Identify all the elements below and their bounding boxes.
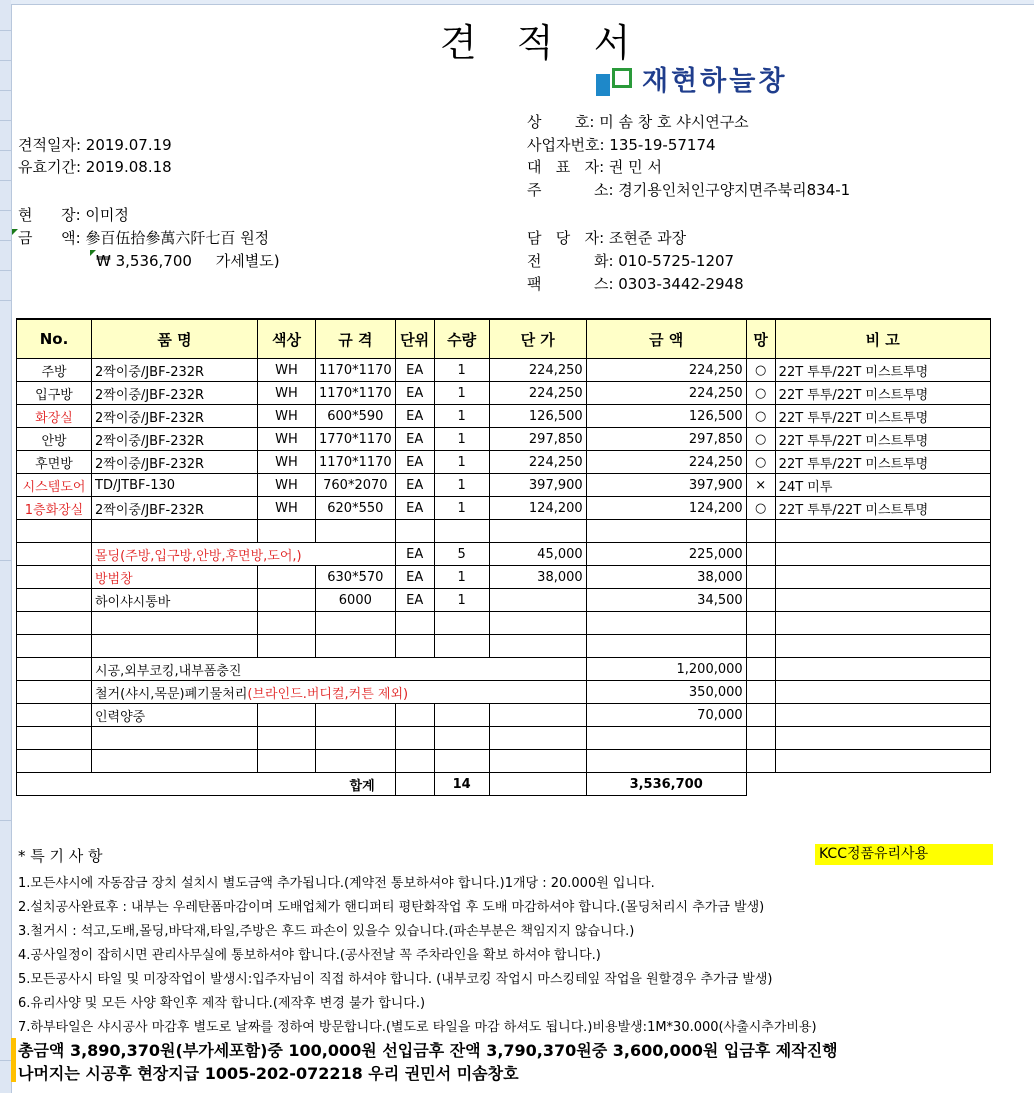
cell-note	[775, 520, 990, 543]
label: 담 당 자	[527, 229, 600, 247]
cell-amount	[586, 612, 746, 635]
cell-no	[17, 727, 92, 750]
cell-note: 22T 투투/22T 미스트투명	[775, 428, 990, 451]
quote-date: 2019.07.19	[85, 136, 172, 154]
cell-spec	[316, 750, 396, 773]
cell-qty: 1	[434, 359, 489, 382]
sheet-column-header	[11, 0, 1034, 5]
cell-price	[489, 704, 586, 727]
cell-name: TD/JTBF-130	[92, 474, 258, 497]
cell-name: 2짝이중/JBF-232R	[92, 405, 258, 428]
cell-no	[17, 681, 92, 704]
cell-unit: EA	[395, 566, 434, 589]
cell-color: WH	[258, 382, 316, 405]
table-row	[17, 405, 991, 428]
cell-mang	[746, 543, 775, 566]
document-title: 견 적 서	[440, 21, 645, 65]
cell-name	[92, 681, 587, 704]
cell-price	[489, 520, 586, 543]
label: 유효기간	[18, 158, 76, 176]
cell-no: 후면방	[17, 451, 92, 474]
cell-no: 화장실	[17, 405, 92, 428]
cell-qty: 1	[434, 451, 489, 474]
total-empty	[395, 773, 434, 796]
cell-no: 시스템도어	[17, 474, 92, 497]
table-row	[17, 750, 991, 773]
cell-spec: 760*2070	[316, 474, 396, 497]
cell-price	[489, 589, 586, 612]
cell-mang: ○	[746, 382, 775, 405]
cell-note	[775, 566, 990, 589]
cell-no	[17, 612, 92, 635]
cell-spec: 620*550	[316, 497, 396, 520]
highlight-marker	[11, 1038, 16, 1082]
cell-amount: 224,250	[586, 451, 746, 474]
cell-unit: EA	[395, 428, 434, 451]
cell-spec	[316, 727, 396, 750]
cell-price	[489, 635, 586, 658]
cell-mang: ○	[746, 405, 775, 428]
note-line: 4.공사일정이 잡히시면 관리사무실에 통보하셔야 합니다.(공사전날 꼭 주차라인을 확보 하셔야 합니다.)	[18, 948, 601, 963]
site-name: 이미정	[85, 206, 129, 224]
col-header-mang: 망	[746, 319, 775, 359]
total-label: 합계	[17, 773, 396, 796]
cell-price: 126,500	[489, 405, 586, 428]
amount-row: 금 액: 參百伍拾參萬六阡七百 원정	[18, 229, 270, 247]
amount-note: 가세별도)	[215, 252, 280, 270]
cell-name: 방범창	[92, 566, 258, 589]
cell-unit: EA	[395, 589, 434, 612]
cell-unit: EA	[395, 474, 434, 497]
cell-name: 2짝이중/JBF-232R	[92, 497, 258, 520]
label: 주 소	[527, 181, 609, 199]
cell-qty: 1	[434, 589, 489, 612]
cell-amount: 126,500	[586, 405, 746, 428]
table-row	[17, 543, 991, 566]
cell-qty	[434, 612, 489, 635]
cell-color	[258, 750, 316, 773]
label: 팩 스	[527, 275, 609, 293]
cell-amount	[586, 520, 746, 543]
cell-color	[258, 589, 316, 612]
cell-amount: 34,500	[586, 589, 746, 612]
cell-name-red-text: (브라인드.버디컬,커튼 제외)	[247, 686, 409, 702]
cell-note	[775, 543, 990, 566]
cell-mang	[746, 612, 775, 635]
cell-no	[17, 589, 92, 612]
cell-amount	[586, 750, 746, 773]
cell-unit: EA	[395, 543, 434, 566]
manager-row: 담 당 자: 조현준 과장	[527, 229, 687, 247]
cell-spec: 630*570	[316, 566, 396, 589]
cell-no: 입구방	[17, 382, 92, 405]
cell-name-text: 철거(샤시,목문)폐기물처리	[95, 686, 248, 702]
note-line: 1.모든샤시에 자동잠금 장치 설치시 별도금액 추가됩니다.(계약전 통보하셔야 합니다.)1개당 : 20.000원 입니다.	[18, 876, 655, 891]
cell-unit: EA	[395, 405, 434, 428]
table-row	[17, 704, 991, 727]
cell-no: 주방	[17, 359, 92, 382]
cell-qty: 1	[434, 428, 489, 451]
cell-note: 22T 투투/22T 미스트투명	[775, 451, 990, 474]
note-line: 6.유리사양 및 모든 사양 확인후 제작 합니다.(제작후 변경 불가 합니다.)	[18, 996, 426, 1011]
cell-note	[775, 681, 990, 704]
cell-spec	[316, 612, 396, 635]
biz-name-row: 상 호: 미 솜 창 호 샤시연구소	[527, 113, 749, 131]
cell-no	[17, 635, 92, 658]
biz-name: 미 솜 창 호 샤시연구소	[599, 113, 749, 131]
cell-mang	[746, 589, 775, 612]
cell-note	[775, 612, 990, 635]
logo-blue-square	[596, 74, 610, 96]
site-row: 현 장: 이미정	[18, 206, 129, 224]
col-header-unit: 단위	[395, 319, 434, 359]
cell-price: 124,200	[489, 497, 586, 520]
cell-note	[775, 635, 990, 658]
cell-price: 224,250	[489, 359, 586, 382]
rep-name: 권 민 서	[608, 158, 662, 176]
cell-color: WH	[258, 474, 316, 497]
table-row	[17, 727, 991, 750]
cell-mang: ○	[746, 359, 775, 382]
cell-amount: 224,250	[586, 359, 746, 382]
cell-note	[775, 727, 990, 750]
cell-amount	[586, 727, 746, 750]
col-header-name: 품 명	[92, 319, 258, 359]
table-row	[17, 520, 991, 543]
table-header-row	[17, 319, 991, 359]
cell-note: 22T 투투/22T 미스트투명	[775, 497, 990, 520]
cell-unit	[395, 635, 434, 658]
cell-amount	[586, 635, 746, 658]
cell-qty	[434, 635, 489, 658]
cell-price: 224,250	[489, 451, 586, 474]
fax-row: 팩 스: 0303-3442-2948	[527, 275, 744, 293]
cell-color: WH	[258, 359, 316, 382]
cell-amount: 350,000	[586, 681, 746, 704]
cell-unit	[395, 612, 434, 635]
cell-no	[17, 520, 92, 543]
col-header-note: 비 고	[775, 319, 990, 359]
tel: 010-5725-1207	[618, 252, 735, 270]
cell-name: 하이샤시통바	[92, 589, 258, 612]
cell-color: WH	[258, 451, 316, 474]
total-empty	[746, 773, 990, 796]
cell-note	[775, 704, 990, 727]
cell-no	[17, 566, 92, 589]
table-row	[17, 658, 991, 681]
rep-row: 대 표 자: 권 민 서	[527, 158, 662, 176]
cell-amount: 124,200	[586, 497, 746, 520]
cell-price	[489, 750, 586, 773]
cell-color	[258, 727, 316, 750]
cell-unit	[395, 704, 434, 727]
total-amount: 3,536,700	[586, 773, 746, 796]
cell-no: 1층화장실	[17, 497, 92, 520]
table-row	[17, 566, 991, 589]
table-row	[17, 497, 991, 520]
cell-name	[92, 727, 258, 750]
col-header-spec: 규 격	[316, 319, 396, 359]
cell-unit: EA	[395, 359, 434, 382]
cell-spec	[316, 635, 396, 658]
cell-qty	[434, 520, 489, 543]
cell-spec: 1170*1170	[316, 382, 396, 405]
cell-unit	[395, 520, 434, 543]
total-empty	[489, 773, 586, 796]
tel-row: 전 화: 010-5725-1207	[527, 252, 735, 270]
cell-price	[489, 727, 586, 750]
payment-line-1: 총금액 3,890,370원(부가세포함)중 100,000원 선입금후 잔액 3,790,370원중 3,600,000원 입금후 제작진행	[18, 1041, 838, 1060]
col-header-qty: 수량	[434, 319, 489, 359]
cell-price: 397,900	[489, 474, 586, 497]
cell-mang	[746, 681, 775, 704]
address-row: 주 소: 경기용인처인구양지면주북리834-1	[527, 181, 851, 199]
cell-name: 2짝이중/JBF-232R	[92, 359, 258, 382]
cell-spec: 1170*1170	[316, 359, 396, 382]
cell-qty: 1	[434, 474, 489, 497]
reg-no-row: 사업자번호: 135-19-57174	[527, 136, 716, 154]
cell-no	[17, 658, 92, 681]
company-logo	[596, 56, 787, 100]
cell-mang: ×	[746, 474, 775, 497]
label: 사업자번호	[527, 136, 600, 154]
cell-note: 22T 투투/22T 미스트투명	[775, 382, 990, 405]
cell-note: 22T 투투/22T 미스트투명	[775, 359, 990, 382]
cell-note	[775, 589, 990, 612]
cell-mang	[746, 704, 775, 727]
cell-qty: 1	[434, 382, 489, 405]
cell-spec: 600*590	[316, 405, 396, 428]
cell-amount: 1,200,000	[586, 658, 746, 681]
amount-number-row	[96, 251, 280, 272]
fax: 0303-3442-2948	[618, 275, 744, 293]
note-line: 7.하부타일은 샤시공사 마감후 별도로 날짜를 정하여 방문합니다.(별도로 타일을 마감 하셔도 됩니다.)비용발생:1M*30.000(사출시추가비용)	[18, 1020, 817, 1035]
col-header-price: 단 가	[489, 319, 586, 359]
cell-no	[17, 750, 92, 773]
cell-unit: EA	[395, 497, 434, 520]
cell-note	[775, 658, 990, 681]
cell-no	[17, 543, 92, 566]
total-qty: 14	[434, 773, 489, 796]
table-row	[17, 681, 991, 704]
label: 대 표 자	[527, 158, 600, 176]
cell-color: WH	[258, 497, 316, 520]
cell-amount: 70,000	[586, 704, 746, 727]
label: 견적일자	[18, 136, 76, 154]
cell-note: 22T 투투/22T 미스트투명	[775, 405, 990, 428]
note-line: 2.설치공사완료후 : 내부는 우레탄폼마감이며 도배업체가 핸디퍼티 평탄화작업 후 도배 마감하셔야 합니다.(몰딩처리시 추가금 발생)	[18, 900, 765, 915]
notes-heading: * 특 기 사 항	[18, 847, 103, 865]
cell-note	[775, 750, 990, 773]
cell-price: 297,850	[489, 428, 586, 451]
cell-name	[92, 750, 258, 773]
cell-no: 안방	[17, 428, 92, 451]
col-header-no: No.	[17, 319, 92, 359]
cell-amount: 225,000	[586, 543, 746, 566]
cell-name	[92, 612, 258, 635]
reg-no: 135-19-57174	[609, 136, 716, 154]
cell-qty: 5	[434, 543, 489, 566]
cell-qty	[434, 750, 489, 773]
cell-price: 224,250	[489, 382, 586, 405]
cell-color	[258, 612, 316, 635]
manager: 조현준 과장	[608, 229, 687, 247]
sheet-row-header	[0, 0, 12, 1093]
cell-mang	[746, 566, 775, 589]
total-row	[17, 773, 991, 796]
cell-unit	[395, 727, 434, 750]
amount-hanja: 參百伍拾參萬六阡七百 원정	[85, 229, 270, 247]
amount-number: ₩ 3,536,700	[96, 252, 192, 270]
cell-mang	[746, 520, 775, 543]
cell-name: 2짝이중/JBF-232R	[92, 382, 258, 405]
cell-mang: ○	[746, 497, 775, 520]
cell-qty: 1	[434, 566, 489, 589]
cell-spec	[316, 704, 396, 727]
cell-price: 45,000	[489, 543, 586, 566]
label: 전 화	[527, 252, 609, 270]
cell-no	[17, 704, 92, 727]
cell-name: 몰딩(주방,입구방,안방,후면방,도어,)	[92, 543, 396, 566]
logo-green-square	[612, 68, 632, 88]
cell-price: 38,000	[489, 566, 586, 589]
cell-color: WH	[258, 405, 316, 428]
label: 현 장	[18, 206, 76, 224]
cell-unit: EA	[395, 382, 434, 405]
cell-amount: 224,250	[586, 382, 746, 405]
cell-color	[258, 635, 316, 658]
cell-color	[258, 520, 316, 543]
note-line: 3.철거시 : 석고,도배,몰딩,바닥재,타일,주방은 후드 파손이 있을수 있습니다.(파손부분은 책임지지 않습니다.)	[18, 924, 635, 939]
cell-qty: 1	[434, 497, 489, 520]
cell-name: 2짝이중/JBF-232R	[92, 451, 258, 474]
label: 상 호	[527, 113, 590, 131]
cell-color	[258, 566, 316, 589]
logo-text: 재현하늘창	[642, 65, 788, 97]
cell-name	[92, 520, 258, 543]
address: 경기용인처인구양지면주북리834-1	[618, 181, 851, 199]
cell-amount: 297,850	[586, 428, 746, 451]
cell-unit	[395, 750, 434, 773]
cell-color	[258, 704, 316, 727]
cell-name: 시공,외부코킹,내부폼충진	[92, 658, 587, 681]
table-row	[17, 451, 991, 474]
table-row	[17, 474, 991, 497]
cell-mang	[746, 635, 775, 658]
kcc-badge: KCC정품유리사용	[815, 844, 993, 865]
cell-qty	[434, 704, 489, 727]
quote-date-row: 견적일자: 2019.07.19	[18, 136, 172, 154]
note-line: 5.모든공사시 타일 및 미장작업이 발생시:입주자님이 직접 하셔야 합니다. (내부코킹 작업시 마스킹테잎 작업을 원할경우 추가금 발생)	[18, 972, 773, 987]
cell-note: 24T 미투	[775, 474, 990, 497]
cell-unit: EA	[395, 451, 434, 474]
col-header-color: 색상	[258, 319, 316, 359]
cell-name	[92, 635, 258, 658]
cell-color: WH	[258, 428, 316, 451]
table-row	[17, 382, 991, 405]
table-row	[17, 359, 991, 382]
cell-price	[489, 612, 586, 635]
cell-amount: 397,900	[586, 474, 746, 497]
cell-spec: 6000	[316, 589, 396, 612]
table-row	[17, 612, 991, 635]
cell-name: 2짝이중/JBF-232R	[92, 428, 258, 451]
cell-spec: 1170*1170	[316, 451, 396, 474]
valid-until: 2019.08.18	[85, 158, 172, 176]
cell-qty: 1	[434, 405, 489, 428]
cell-qty	[434, 727, 489, 750]
payment-line-2: 나머지는 시공후 현장지급 1005-202-072218 우리 권민서 미솜창호	[18, 1064, 519, 1083]
cell-mang: ○	[746, 451, 775, 474]
label: 금 액	[18, 229, 76, 247]
col-header-amount: 금 액	[586, 319, 746, 359]
cell-name: 인력양중	[92, 704, 258, 727]
quote-table	[16, 318, 991, 796]
cell-mang	[746, 750, 775, 773]
cell-mang	[746, 658, 775, 681]
cell-mang	[746, 727, 775, 750]
table-row	[17, 589, 991, 612]
table-row	[17, 428, 991, 451]
cell-mang: ○	[746, 428, 775, 451]
cell-amount: 38,000	[586, 566, 746, 589]
table-row	[17, 635, 991, 658]
valid-until-row: 유효기간: 2019.08.18	[18, 158, 172, 176]
cell-spec: 1770*1170	[316, 428, 396, 451]
cell-spec	[316, 520, 396, 543]
